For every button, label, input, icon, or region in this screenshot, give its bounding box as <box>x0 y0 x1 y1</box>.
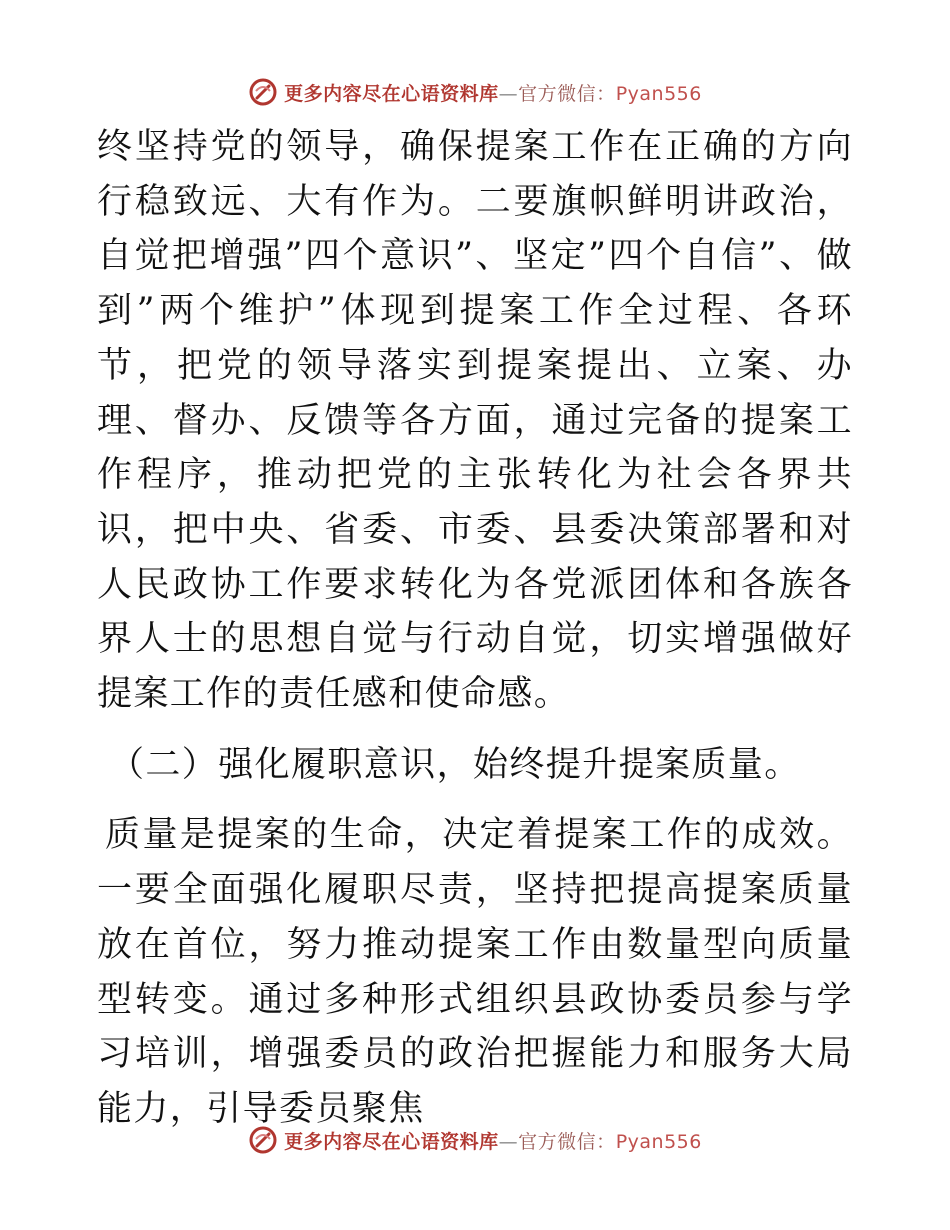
watermark-wechat-id: Pyan556 <box>615 1130 702 1153</box>
paragraph-leadership: 终坚持党的领导，确保提案工作在正确的方向行稳致远、大有作为。二要旗帜鲜明讲政治，自觉把增强”四个意识”、坚定”四个自信”、做到”两个维护”体现到提案工作全过程、各环节，把党的领导落实到提案提出、立案、办理、督办、反馈等各方面，通过完备的提案工作程序，推动把党的主张转化为社会各界共识，把中央、省委、市委、县委决策部署和对人民政协工作要求转化为各党派团体和各族各界人士的思想自觉与行动自觉，切实增强做好提案工作的责任感和使命感。 <box>97 127 853 715</box>
watermark-wechat-label: 官方微信： <box>518 82 616 105</box>
watermark-dash: — <box>498 1130 519 1153</box>
header-watermark <box>0 72 950 112</box>
brand-logo-icon <box>248 77 278 107</box>
watermark-site: 更多内容尽在心语资料库 <box>284 1130 499 1153</box>
watermark-wechat-id: Pyan556 <box>615 82 702 105</box>
footer-watermark <box>0 1120 950 1160</box>
watermark-text <box>284 79 702 106</box>
watermark-dash: — <box>498 82 519 105</box>
watermark-text <box>284 1127 702 1154</box>
brand-logo-icon <box>248 1125 278 1155</box>
watermark-site: 更多内容尽在心语资料库 <box>284 82 499 105</box>
paragraph-quality: 质量是提案的生命，决定着提案工作的成效。一要全面强化履职尽责，坚持把提高提案质量放在首位，努力推动提案工作由数量型向质量型转变。通过多种形式组织县政协委员参与学习培训，增强委员的政治把握能力和服务大局能力，引导委员聚焦 <box>97 815 853 1129</box>
watermark-wechat-label: 官方微信： <box>518 1130 616 1153</box>
document-body <box>97 120 853 1137</box>
section-heading: （二）强化履职意识，始终提升提案质量。 <box>109 744 801 785</box>
